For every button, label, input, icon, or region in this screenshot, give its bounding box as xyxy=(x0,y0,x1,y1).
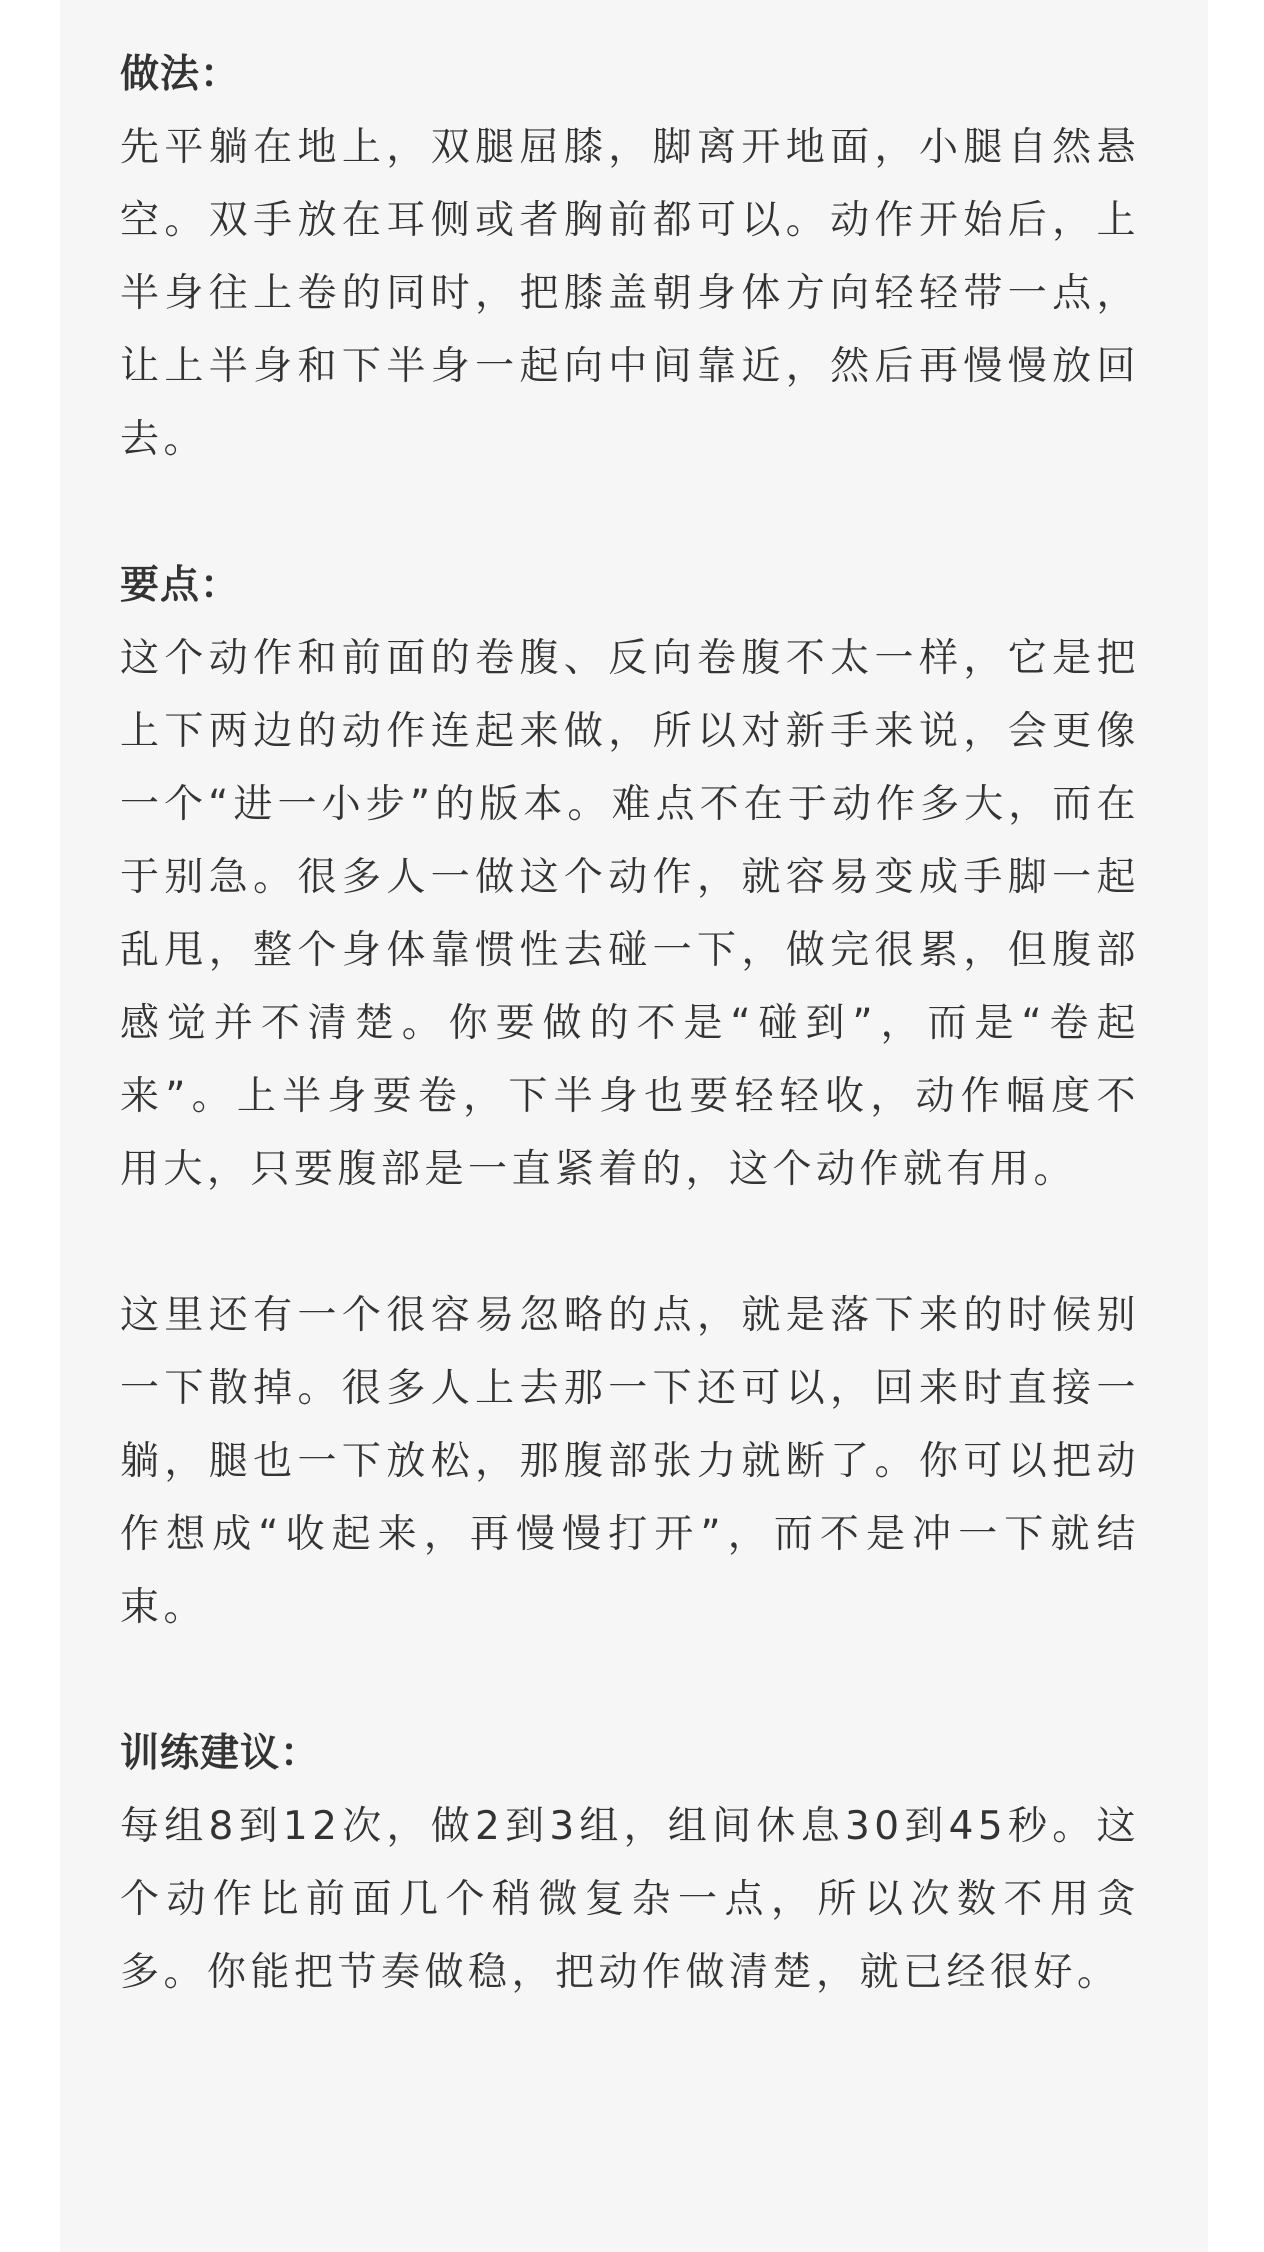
section-heading-method: 做法： xyxy=(120,52,241,97)
section-heading-training-advice: 训练建议： xyxy=(120,1731,321,1776)
paragraph-spacer xyxy=(120,1206,1140,1279)
section-heading-key-points: 要点： xyxy=(120,563,241,608)
key-points-paragraph-2: 这里还有一个很容易忽略的点，就是落下来的时候别一下散掉。很多人上去那一下还可以，回来时直接一躺，腿也一下放松，那腹部张力就断了。你可以把动作想成“收起来，再慢慢打开”，而不是冲一下就结束。 xyxy=(120,1293,1140,1630)
article-content xyxy=(120,38,1140,2009)
article-page xyxy=(60,0,1208,2252)
key-points-paragraph-1: 这个动作和前面的卷腹、反向卷腹不太一样，它是把上下两边的动作连起来做，所以对新手来说，会更像一个“进一小步”的版本。难点不在于动作多大，而在于别急。很多人一做这个动作，就容易变成手脚一起乱甩，整个身体靠惯性去碰一下，做完很累，但腹部感觉并不清楚。你要做的不是“碰到”，而是“卷起来”。上半身要卷，下半身也要轻轻收，动作幅度不用大，只要腹部是一直紧着的，这个动作就有用。 xyxy=(120,636,1140,1192)
paragraph-spacer xyxy=(120,476,1140,549)
paragraph-spacer xyxy=(120,1644,1140,1717)
training-advice-paragraph: 每组8到12次，做2到3组，组间休息30到45秒。这个动作比前面几个稍微复杂一点，所以次数不用贪多。你能把节奏做稳，把动作做清楚，就已经很好。 xyxy=(120,1804,1140,1995)
method-paragraph: 先平躺在地上，双腿屈膝，脚离开地面，小腿自然悬空。双手放在耳侧或者胸前都可以。动作开始后，上半身往上卷的同时，把膝盖朝身体方向轻轻带一点，让上半身和下半身一起向中间靠近，然后再慢慢放回去。 xyxy=(120,125,1140,462)
